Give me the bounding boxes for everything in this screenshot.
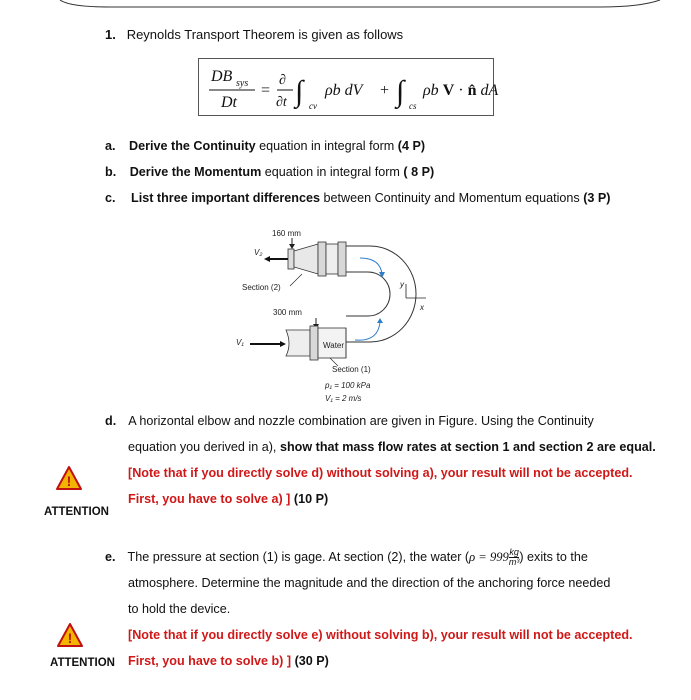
fig-dim-mid: 300 mm [273, 308, 302, 317]
part-a: a. Derive the Continuity equation in integral form (4 P) [105, 139, 426, 153]
fig-water: Water [323, 341, 345, 350]
attention-label: ATTENTION [50, 657, 115, 669]
warning-icon [55, 465, 83, 491]
fig-axis-y: y [400, 280, 404, 289]
svg-text:!: ! [66, 473, 72, 489]
question-heading: 1. Reynolds Transport Theorem is given as follows [105, 27, 404, 42]
part-c: c. List three important differences between Continuity and Momentum equations (3 P) [105, 191, 611, 205]
eq-lhs-sub: sys [236, 78, 249, 89]
fig-section2: Section (2) [242, 283, 281, 292]
fig-v2: V₂ [254, 248, 263, 257]
part-e: e. The pressure at section (1) is gage. At section (2), the water (ρ = 999 $\frac{kg}{\text{m³}}$ ) exits to the atmosphere. Determine the magnitude and the direction of the anchoring force needed to hold the device. [Note that if you directly solve e) without solving b), your result will not be accepted. First, you have to solve b) ] (30 P) [105, 544, 675, 674]
attention-label: ATTENTION [44, 506, 109, 518]
fig-section1: Section (1) [332, 365, 371, 374]
part-d-note: [Note that if you directly solve d) without solving a), your result will not be accepted. [128, 466, 633, 480]
fig-dim-top: 160 mm [272, 229, 301, 238]
eq-equals: = [261, 82, 271, 99]
eq-plus: + [380, 82, 390, 99]
fig-v1: V₁ [236, 338, 244, 347]
rtt-equation [199, 59, 499, 115]
rtt-equation-box [198, 58, 499, 116]
eq-integral-2: ∫ [396, 75, 405, 108]
part-e-note: [Note that if you directly solve e) without solving b), your result will not be accepted. [128, 628, 633, 642]
eq-d-num: ∂ [279, 73, 286, 88]
fig-p1: p₁ = 100 kPa [325, 381, 371, 390]
eq-lhs-num: DB [211, 68, 233, 85]
fig-axis-x: x [420, 303, 424, 312]
part-b: b. Derive the Momentum equation in integral form ( 8 P) [105, 165, 435, 179]
part-d: d. A horizontal elbow and nozzle combination are given in Figure. Using the Continuity equation you derived in a), show that mass flow rates at section 1 and section 2 are equal. [Note that if you directly solve d) without solving a), your result will not be accepted. First, you have to solve a) ] (10 P) [105, 408, 675, 512]
eq-cv: cv [309, 101, 317, 111]
top-border-arc [0, 0, 691, 12]
fig-v1val: V₁ = 2 m/s [325, 394, 362, 403]
eq-lhs-den: Dt [221, 94, 237, 111]
eq-cs: cs [409, 101, 417, 111]
eq-term2: ρb V · n̂ dA [423, 82, 499, 99]
eq-d-den: ∂t [276, 95, 287, 110]
svg-text:!: ! [67, 630, 73, 646]
eq-term1: ρb dV [325, 82, 363, 99]
elbow-nozzle-figure [230, 222, 450, 407]
eq-integral-1: ∫ [295, 75, 304, 108]
warning-icon [56, 622, 84, 648]
